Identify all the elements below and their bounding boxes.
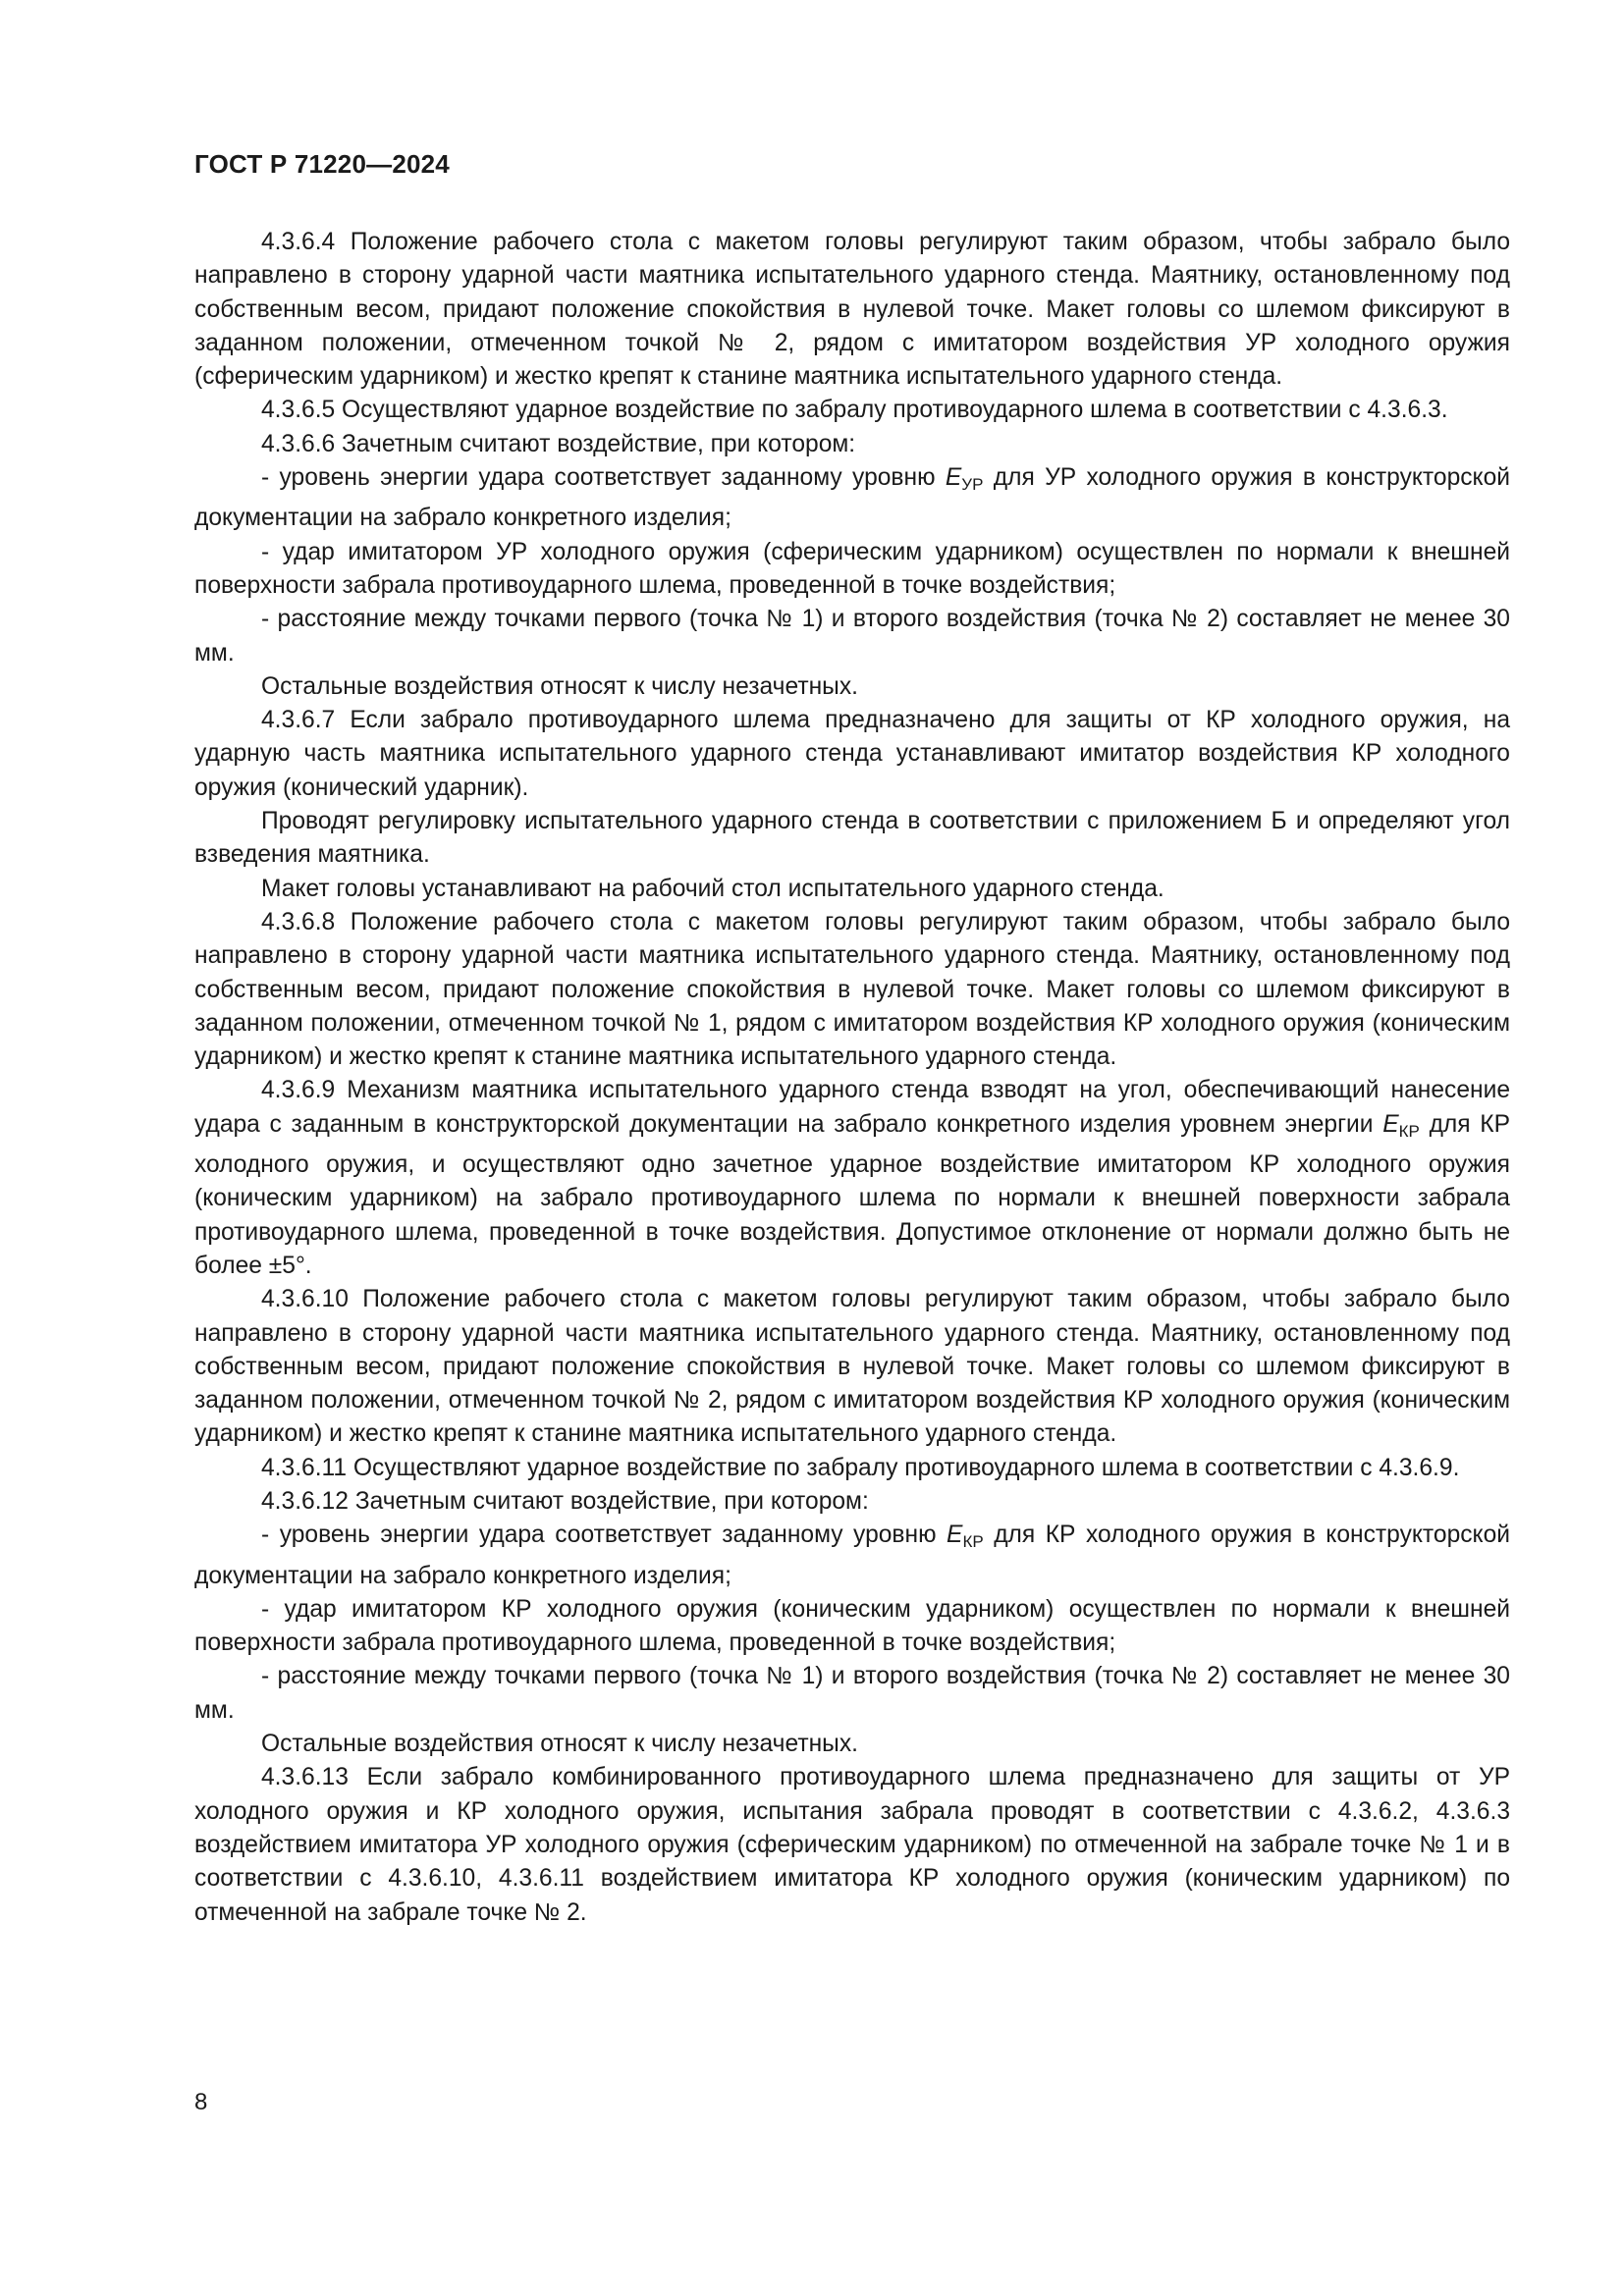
symbol-subscript: УР — [961, 475, 984, 495]
text-run: для КР холодного оружия, и осуществляют одно зачетное ударное воздействие имитатором КР холодного оружия (коническим ударником) на забрало противоударного шлема по нормали к внешней поверхности забрала противоударного шлема, проведенной в точке воздействия. Допустимое отклонение от нормали должно быть не более ±5°. — [194, 1110, 1511, 1279]
paragraph-4-3-6-4: 4.3.6.4 Положение рабочего стола с макетом головы регулируют таким образом, чтобы забрало было направлено в сторону ударной части маятника испытательного ударного стенда. Маятнику, остановленному под собственным весом, придают положение спокойствия в нулевой точке. Макет головы со шлемом фиксируют в заданном положении, отмеченном точкой № 2, рядом с имитатором воздействия УР холодного оружия (сферическим ударником) и жестко крепят к станине маятника испытательного ударного стенда. — [194, 229, 1510, 391]
energy-symbol — [1382, 1110, 1420, 1141]
energy-symbol — [945, 464, 984, 495]
list-item-energy-kr — [194, 1519, 1510, 1593]
list-item-distance-2: - расстояние между точками первого (точка № 1) и второго воздействия (точка № 2) составляет не менее 30 мм. — [194, 1663, 1510, 1724]
energy-symbol — [947, 1522, 984, 1552]
paragraph-4-3-6-7: 4.3.6.7 Если забрало противоударного шлема предназначено для защиты от КР холодного оружия, на ударную часть маятника испытательного ударного стенда устанавливают имитатор воздействия КР холодного оружия (конический ударник). — [194, 707, 1510, 801]
paragraph-4-3-6-5: 4.3.6.5 Осуществляют ударное воздействие по забралу противоударного шлема в соответствии с 4.3.6.3. — [261, 397, 1448, 424]
paragraph-4-3-6-6: 4.3.6.6 Зачетным считают воздействие, при котором: — [261, 430, 856, 457]
paragraph-head-mount: Макет головы устанавливают на рабочий стол испытательного ударного стенда. — [261, 875, 1164, 902]
paragraph-other-impacts-2: Остальные воздействия относят к числу незачетных. — [261, 1731, 858, 1758]
paragraph-4-3-6-12: 4.3.6.12 Зачетным считают воздействие, при котором: — [261, 1487, 869, 1515]
paragraph-other-impacts: Остальные воздействия относят к числу незачетных. — [261, 672, 858, 700]
paragraph-4-3-6-11: 4.3.6.11 Осуществляют ударное воздействие по забралу противоударного шлема в соответствии с 4.3.6.9. — [261, 1454, 1460, 1481]
text-run: для КР холодного оружия в конструкторской документации на забрало конкретного изделия; — [194, 1522, 1510, 1589]
list-item-energy-ur — [194, 461, 1510, 536]
text-run: - уровень энергии удара соответствует заданному уровню — [261, 464, 946, 492]
page-number: 8 — [194, 2089, 208, 2115]
paragraph-adjustment: Проводят регулировку испытательного ударного стенда в соответствии с приложением Б и определяют угол взведения маятника. — [194, 808, 1510, 869]
paragraph-4-3-6-10: 4.3.6.10 Положение рабочего стола с макетом головы регулируют таким образом, чтобы забрало было направлено в сторону ударной части маятника испытательного ударного стенда. Маятнику, остановленному под собственным весом, придают положение спокойствия в нулевой точке. Макет головы со шлемом фиксируют в заданном положении, отмеченном точкой № 2, рядом с имитатором воздействия КР холодного оружия (коническим ударником) и жестко крепят к станине маятника испытательного ударного стенда. — [194, 1286, 1510, 1448]
symbol-subscript: КР — [1398, 1121, 1420, 1141]
document-body — [194, 226, 1510, 1930]
text-run: для УР холодного оружия в конструкторской документации на забрало конкретного изделия; — [194, 464, 1510, 532]
text-run: 4.3.6.9 Механизм маятника испытательного ударного стенда взводят на угол, обеспечивающий нанесение удара с заданным в конструкторской документации на забрало конкретного изделия уровнем энергии — [194, 1077, 1510, 1138]
symbol-subscript: КР — [962, 1532, 984, 1552]
list-item-normal-ur: - удар имитатором УР холодного оружия (сферическим ударником) осуществлен по нормали к внешней поверхности забрала противоударного шлема, проведенной в точке воздействия; — [194, 538, 1510, 599]
document-header: ГОСТ Р 71220—2024 — [194, 149, 450, 179]
symbol-letter: E — [1382, 1110, 1399, 1138]
symbol-letter: E — [945, 464, 962, 492]
list-item-normal-kr: - удар имитатором КР холодного оружия (коническим ударником) осуществлен по нормали к внешней поверхности забрала противоударного шлема, проведенной в точке воздействия; — [194, 1595, 1510, 1657]
symbol-letter: E — [947, 1522, 963, 1549]
paragraph-4-3-6-8: 4.3.6.8 Положение рабочего стола с макетом головы регулируют таким образом, чтобы забрало было направлено в сторону ударной части маятника испытательного ударного стенда. Маятнику, остановленному под собственным весом, придают положение спокойствия в нулевой точке. Макет головы со шлемом фиксируют в заданном положении, отмеченном точкой № 1, рядом с имитатором воздействия КР холодного оружия (коническим ударником) и жестко крепят к станине маятника испытательного ударного стенда. — [194, 908, 1510, 1071]
list-item-distance: - расстояние между точками первого (точка № 1) и второго воздействия (точка № 2) составляет не менее 30 мм. — [194, 606, 1510, 667]
paragraph-4-3-6-13: 4.3.6.13 Если забрало комбинированного противоударного шлема предназначено для защиты от УР холодного оружия и КР холодного оружия, испытания забрала проводят в соответствии с 4.3.6.2, 4.3.6.3 воздействием имитатора УР холодного оружия (сферическим ударником) по отмеченной на забрале точке № 1 и в соответствии с 4.3.6.10, 4.3.6.11 воздействием имитатора КР холодного оружия (коническим ударником) по отмеченной на забрале точке № 2. — [194, 1764, 1510, 1926]
paragraph-4-3-6-9 — [194, 1074, 1510, 1283]
text-run: - уровень энергии удара соответствует заданному уровню — [261, 1522, 947, 1549]
